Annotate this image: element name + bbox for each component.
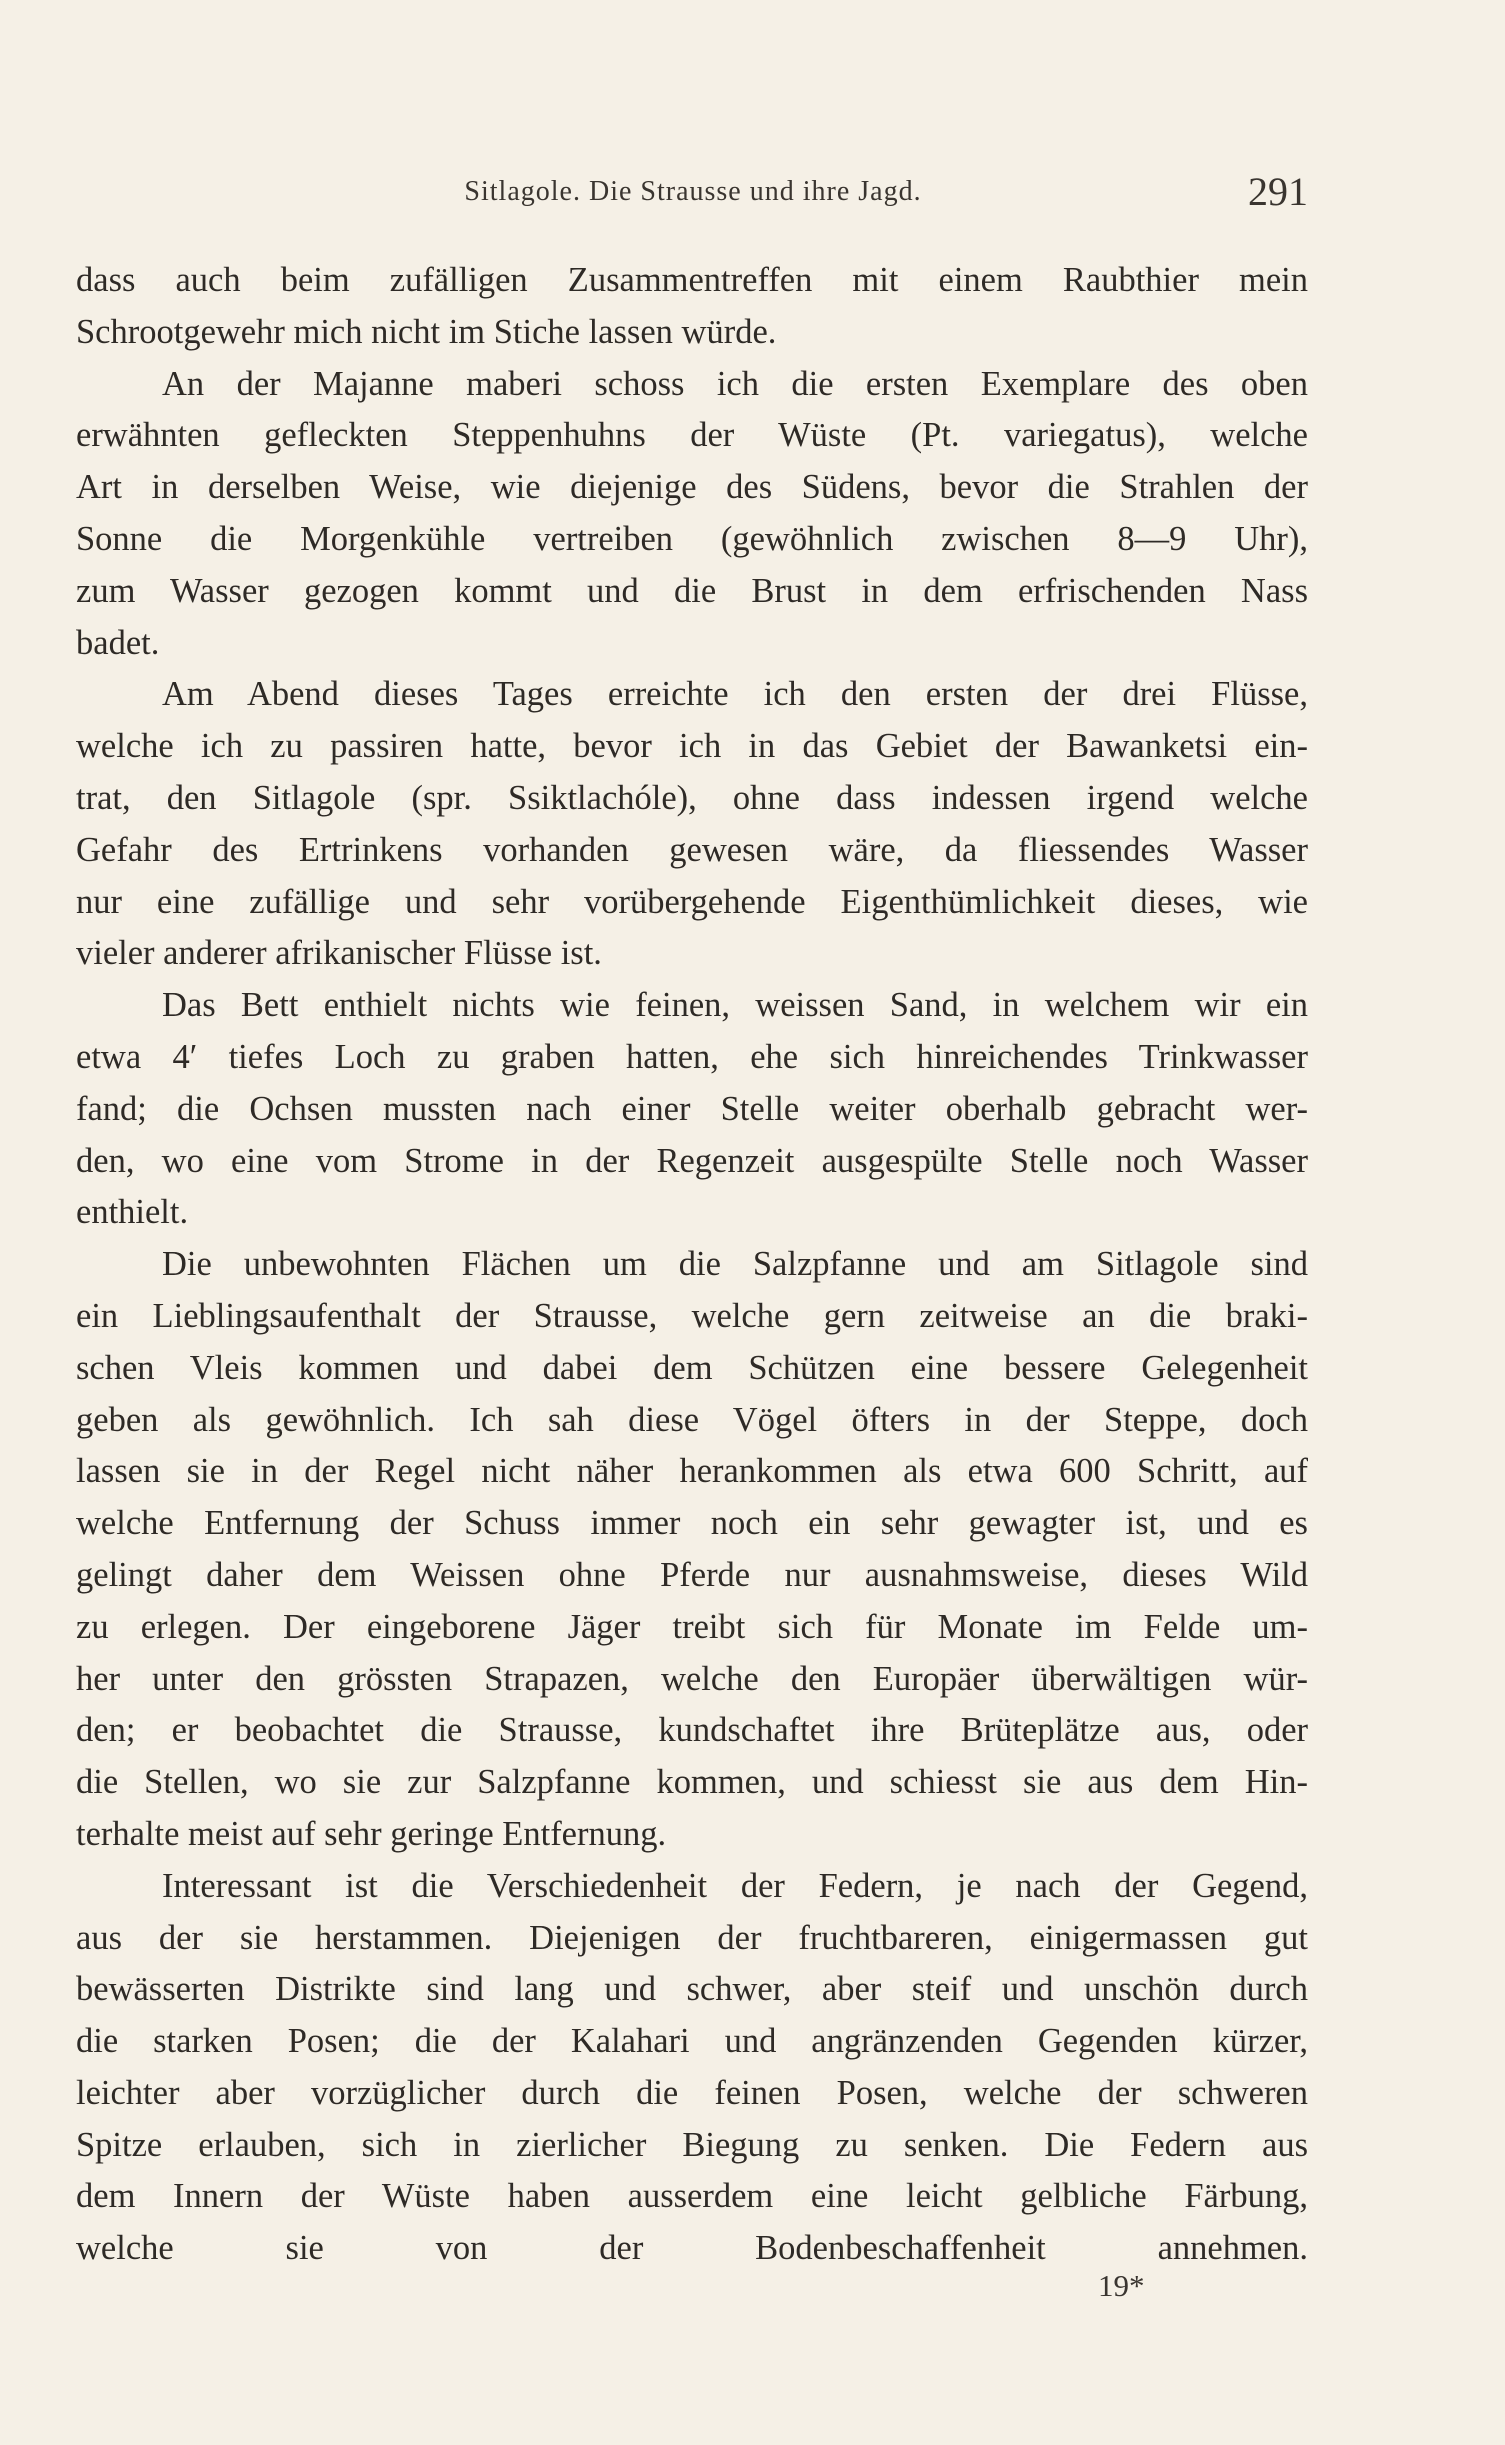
text-line: zum Wasser gezogen kommt und die Brust in dem erfrischenden Nass: [76, 571, 1308, 610]
text-line: trat, den Sitlagole (spr. Ssiktlachóle), ohne dass indessen irgend welche: [76, 778, 1308, 817]
text-line: leichter aber vorzüglicher durch die feinen Posen, welche der schweren: [76, 2073, 1308, 2112]
text-line: welche ich zu passiren hatte, bevor ich in das Gebiet der Bawanketsi ein-: [76, 727, 1308, 766]
text-line: her unter den grössten Strapazen, welche den Europäer überwältigen wür-: [76, 1659, 1308, 1698]
body-text: [76, 255, 1308, 2275]
text-line: zu erlegen. Der eingeborene Jäger treibt sich für Monate im Felde um-: [76, 1607, 1308, 1646]
text-line: die Stellen, wo sie zur Salzpfanne kommen, und schiesst sie aus dem Hin-: [76, 1763, 1308, 1802]
page-number: 291: [1248, 169, 1308, 214]
text-line: enthielt.: [76, 1193, 189, 1232]
text-line: fand; die Ochsen mussten nach einer Stelle weiter oberhalb gebracht wer-: [76, 1089, 1308, 1128]
text-line: Das Bett enthielt nichts wie feinen, weissen Sand, in welchem wir ein: [162, 986, 1308, 1025]
signature-mark: 19*: [1098, 2268, 1145, 2303]
text-line: dem Innern der Wüste haben ausserdem eine leicht gelbliche Färbung,: [76, 2177, 1308, 2216]
text-line: Spitze erlauben, sich in zierlicher Biegung zu senken. Die Federn aus: [76, 2125, 1308, 2164]
text-line: schen Vleis kommen und dabei dem Schützen eine bessere Gelegenheit: [76, 1348, 1308, 1387]
text-line: Sonne die Morgenkühle vertreiben (gewöhnlich zwischen 8—9 Uhr),: [76, 519, 1308, 558]
text-line: ein Lieblingsaufenthalt der Strausse, welche gern zeitweise an die braki-: [76, 1296, 1308, 1335]
text-line: Die unbewohnten Flächen um die Salzpfanne und am Sitlagole sind: [162, 1245, 1308, 1284]
text-line: etwa 4′ tiefes Loch zu graben hatten, ehe sich hinreichendes Trinkwasser: [76, 1037, 1308, 1076]
text-line: Schrootgewehr mich nicht im Stiche lassen würde.: [76, 312, 777, 351]
text-line: lassen sie in der Regel nicht näher herankommen als etwa 600 Schritt, auf: [76, 1452, 1308, 1491]
running-head: [78, 168, 1308, 218]
text-line: erwähnten gefleckten Steppenhuhns der Wüste (Pt. variegatus), welche: [76, 416, 1308, 455]
text-line: bewässerten Distrikte sind lang und schwer, aber steif und unschön durch: [76, 1970, 1308, 2009]
text-line: gelingt daher dem Weissen ohne Pferde nur ausnahmsweise, dieses Wild: [76, 1555, 1308, 1594]
text-line: den; er beobachtet die Strausse, kundschaftet ihre Brüteplätze aus, oder: [76, 1711, 1308, 1750]
text-line: dass auch beim zufälligen Zusammentreffen mit einem Raubthier mein: [76, 261, 1308, 299]
text-line: Gefahr des Ertrinkens vorhanden gewesen wäre, da fliessendes Wasser: [76, 830, 1308, 869]
text-line: geben als gewöhnlich. Ich sah diese Vögel öfters in der Steppe, doch: [76, 1400, 1308, 1439]
text-line: nur eine zufällige und sehr vorübergehende Eigenthümlichkeit dieses, wie: [76, 882, 1308, 921]
text-line: vieler anderer afrikanischer Flüsse ist.: [76, 934, 602, 973]
text-line: aus der sie herstammen. Diejenigen der fruchtbareren, einigermassen gut: [76, 1918, 1308, 1957]
text-line: An der Majanne maberi schoss ich die ersten Exemplare des oben: [162, 364, 1308, 403]
running-title: Sitlagole. Die Strausse und ihre Jagd.: [464, 176, 922, 207]
text-line: den, wo eine vom Strome in der Regenzeit ausgespülte Stelle noch Wasser: [76, 1141, 1308, 1180]
text-line: Am Abend dieses Tages erreichte ich den ersten der drei Flüsse,: [162, 675, 1308, 714]
text-line: welche sie von der Bodenbeschaffenheit annehmen.: [76, 2229, 1308, 2268]
text-line: Art in derselben Weise, wie diejenige des Südens, bevor die Strahlen der: [76, 468, 1308, 507]
text-line: badet.: [76, 623, 160, 662]
text-line: Interessant ist die Verschiedenheit der Federn, je nach der Gegend,: [162, 1866, 1308, 1905]
text-line: welche Entfernung der Schuss immer noch ein sehr gewagter ist, und es: [76, 1504, 1308, 1543]
text-line: die starken Posen; die der Kalahari und angränzenden Gegenden kürzer,: [76, 2022, 1308, 2061]
text-line: terhalte meist auf sehr geringe Entfernung.: [76, 1814, 667, 1853]
